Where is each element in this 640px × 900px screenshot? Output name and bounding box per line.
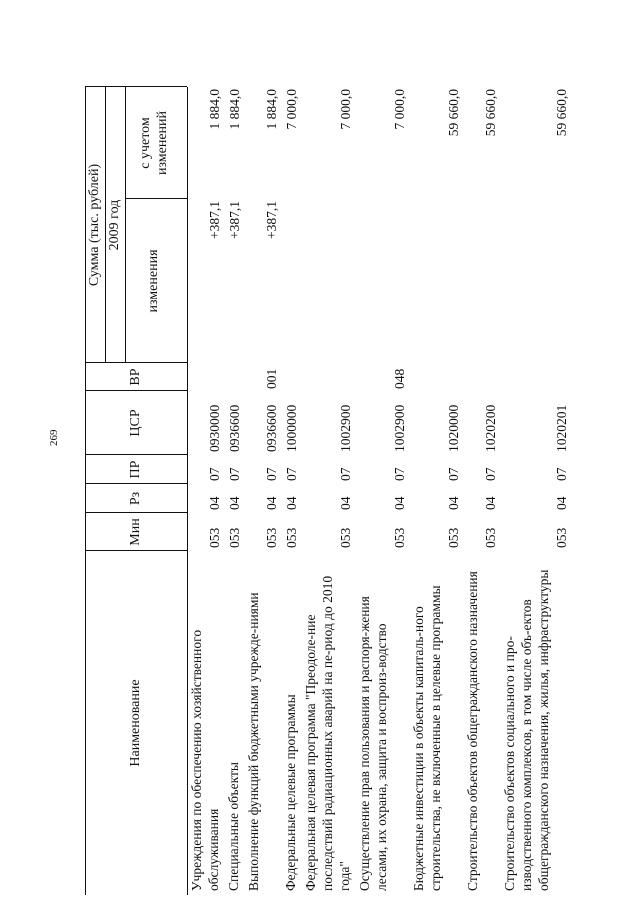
row-csr: 0936600 (227, 404, 242, 452)
row-name: Бюджетные инвестиции в объекты капиталь-ного строительства, не включенные в целевые программы (411, 585, 443, 891)
row-csr: 1002900 (392, 404, 407, 452)
row-rz: 04 (284, 496, 299, 510)
row-change: +387,1 (207, 201, 222, 239)
row-pr: 07 (338, 467, 353, 481)
row-name: Федеральные целевые программы (283, 694, 298, 891)
header-with-changes-line1: с учетом (138, 117, 153, 169)
header-year: 2009 год (107, 199, 122, 251)
row-pr: 07 (227, 467, 242, 481)
row-csr: 1000000 (284, 404, 299, 452)
row-rz: 04 (227, 496, 242, 510)
header-csr: ЦСР (128, 409, 143, 437)
row-min: 053 (264, 527, 279, 548)
row-csr: 0936600 (264, 404, 279, 452)
row-csr: 1020200 (483, 404, 498, 452)
row-pr: 07 (554, 467, 569, 481)
row-total: 7 000,0 (392, 89, 407, 130)
header-min: Мин (128, 518, 143, 546)
row-min: 053 (338, 527, 353, 548)
row-pr: 07 (446, 467, 461, 481)
row-min: 053 (227, 527, 242, 548)
row-rz: 04 (392, 496, 407, 510)
row-pr: 07 (392, 467, 407, 481)
row-vr: 001 (264, 368, 279, 389)
row-rz: 04 (483, 496, 498, 510)
row-min: 053 (207, 527, 222, 548)
row-name: Строительство объектов социального и про-изводственного комплексов, в том числе объ-ектов общегражданского назначения, жилья, инфраструктуры (502, 569, 551, 891)
row-total: 7 000,0 (284, 89, 299, 130)
header-bottom-border (187, 87, 188, 895)
row-csr: 1002900 (338, 404, 353, 452)
header-pr: ПР (128, 460, 143, 479)
header-name: Наименование (128, 679, 143, 767)
row-rz: 04 (554, 496, 569, 510)
header-with-changes-line2: изменений (155, 110, 170, 176)
row-total: 59 660,0 (483, 89, 498, 137)
row-total: 1 884,0 (227, 89, 242, 130)
row-rz: 04 (338, 496, 353, 510)
row-min: 053 (554, 527, 569, 548)
row-min: 053 (284, 527, 299, 548)
row-name: Выполнение функций бюджетными учрежде-ниями (246, 592, 261, 891)
row-pr: 07 (483, 467, 498, 481)
row-pr: 07 (207, 467, 222, 481)
row-change: +387,1 (264, 201, 279, 239)
row-name: Строительство объектов общегражданского назначения (465, 571, 480, 891)
header-with-changes (137, 87, 171, 199)
row-total: 59 660,0 (554, 89, 569, 137)
row-vr: 048 (392, 368, 407, 389)
row-min: 053 (446, 527, 461, 548)
row-csr: 1020201 (554, 404, 569, 452)
year-header-divider (125, 87, 126, 363)
row-name: Федеральная целевая программа "Преодоле-ние последствий радиационных аварий на пе-риод до 2010 года" (303, 575, 352, 891)
row-name: Учреждения по обеспечению хозяйственного обслуживания (189, 629, 221, 891)
row-pr: 07 (264, 467, 279, 481)
row-change: +387,1 (227, 201, 242, 239)
header-vr: ВР (128, 368, 143, 386)
header-rz: Рз (128, 491, 143, 506)
header-changes: изменения (146, 249, 161, 313)
page-number: 269 (48, 429, 60, 446)
row-rz: 04 (264, 496, 279, 510)
row-csr: 1020000 (446, 404, 461, 452)
row-pr: 07 (284, 467, 299, 481)
row-rz: 04 (207, 496, 222, 510)
row-min: 053 (483, 527, 498, 548)
row-total: 1 884,0 (264, 89, 279, 130)
row-name: Специальные объекты (226, 762, 241, 891)
row-min: 053 (392, 527, 407, 548)
row-total: 59 660,0 (446, 89, 461, 137)
header-sum: Сумма (тыс. рублей) (87, 163, 102, 287)
row-total: 1 884,0 (207, 89, 222, 130)
row-rz: 04 (446, 496, 461, 510)
row-name: Осуществление прав пользования и распоря-жения лесами, их охрана, защита и воспроиз-водство (357, 596, 389, 891)
row-total: 7 000,0 (338, 89, 353, 130)
row-csr: 0930000 (207, 404, 222, 452)
budget-table (85, 30, 570, 895)
